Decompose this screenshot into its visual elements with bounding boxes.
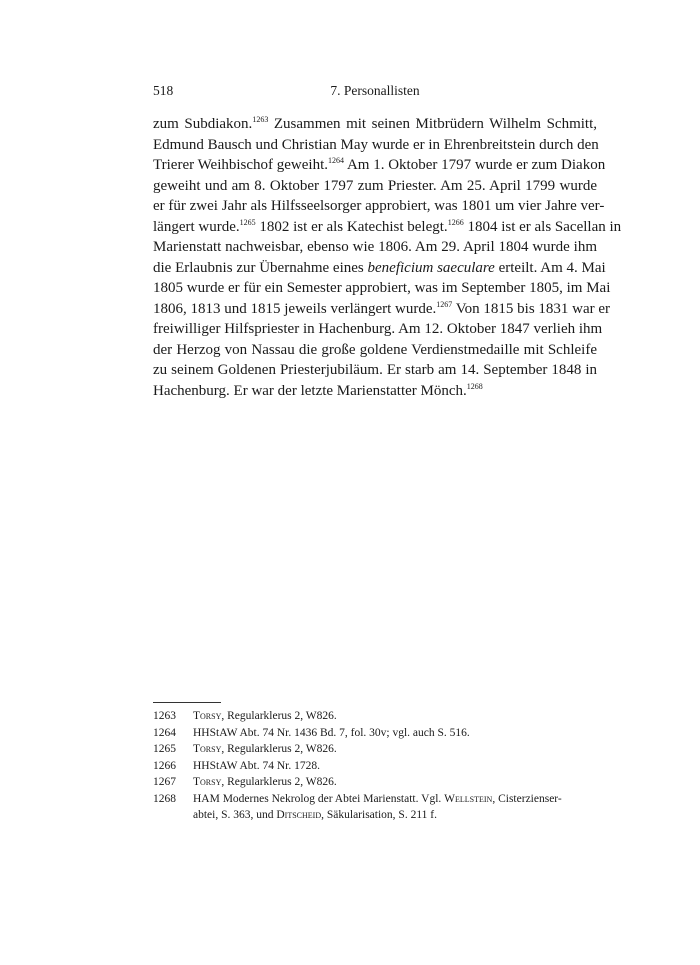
footnote — [153, 708, 597, 725]
footnote-text: , Cisterzienser- — [492, 792, 562, 805]
footnote-text: HHStAW Abt. 74 Nr. 1436 Bd. 7, fol. 30v; vgl. auch S. 516. — [193, 726, 470, 739]
author-name: Torsy — [193, 710, 222, 722]
footnote-text: , Regularklerus 2, W826. — [221, 743, 337, 755]
italic-term: beneficium saeculare — [367, 259, 495, 276]
footnote — [153, 774, 597, 791]
text-run: 1804 ist er als Sacellan in — [463, 218, 622, 235]
text-line: er für zwei Jahr als Hilfsseelsorger approbiert, was 1801 um vier Jahre ver- — [153, 198, 605, 214]
page-number: 518 — [153, 83, 174, 98]
footnotes — [153, 708, 597, 824]
text-line — [153, 217, 622, 238]
text-run: längert wurde. — [153, 218, 240, 235]
text-run: zum Subdiakon. — [153, 116, 253, 132]
footnote-text: , Regularklerus 2, W826. — [221, 710, 337, 722]
footnote — [153, 758, 597, 775]
author-name: Ditscheid — [276, 809, 322, 821]
footnote — [153, 741, 597, 758]
text-run: 1806, 1813 und 1815 jeweils verlängert wurde. — [153, 300, 437, 317]
text-line — [153, 114, 597, 135]
footnote-ref-1267[interactable]: 1267 — [436, 299, 453, 309]
footnote-number: 1268 — [153, 792, 176, 805]
footnote-text: abtei, S. 363, und — [193, 809, 277, 821]
running-title: 7. Personallisten — [330, 83, 420, 98]
text-line: Marienstatt nachweisbar, ebenso wie 1806. Am 29. April 1804 wurde ihm — [153, 239, 597, 255]
footnote-divider — [153, 702, 221, 703]
footnote-text: HAM Modernes Nekrolog der Abtei Marienstatt. Vgl. — [193, 792, 445, 805]
footnote-text: , Säkularisation, S. 211 f. — [321, 809, 437, 821]
text-run: Trierer Weihbischof geweiht. — [153, 157, 329, 173]
text-line: geweiht und am 8. Oktober 1797 zum Priester. Am 25. April 1799 wurde — [153, 177, 597, 194]
main-text — [153, 114, 622, 401]
text-line: Edmund Bausch und Christian May wurde er in Ehrenbreitstein durch den — [153, 136, 599, 153]
footnote-ref-1268[interactable]: 1268 — [466, 381, 483, 391]
text-run: Am 1. Oktober 1797 wurde er zum Diakon — [344, 157, 606, 173]
footnote-ref-1266[interactable]: 1266 — [447, 217, 464, 227]
footnote-number: 1266 — [153, 759, 176, 772]
footnote-number: 1265 — [153, 743, 176, 755]
paragraph — [153, 114, 622, 401]
footnote-ref-1265[interactable]: 1265 — [239, 217, 256, 227]
text-run: erteilt. Am 4. Mai — [494, 259, 606, 276]
page-header — [153, 83, 597, 105]
footnote — [153, 791, 597, 824]
footnote-number: 1263 — [153, 710, 176, 722]
footnote-text: , Regularklerus 2, W826. — [221, 776, 337, 788]
text-run: Hachenburg. Er war der letzte Marienstatter Mönch. — [153, 382, 467, 399]
text-line — [153, 155, 606, 176]
author-name: Torsy — [193, 776, 222, 788]
text-run: 1802 ist er als Katechist belegt. — [255, 218, 448, 235]
text-line: freiwilliger Hilfspriester in Hachenburg. Am 12. Oktober 1847 verlieh ihm — [153, 321, 603, 337]
text-line — [153, 381, 597, 402]
text-line: zu seinem Goldenen Priesterjubiläum. Er starb am 14. September 1848 in — [153, 362, 597, 378]
footnote — [153, 725, 597, 742]
text-line — [153, 299, 611, 320]
footnote-ref-1264[interactable]: 1264 — [328, 156, 345, 165]
text-line — [153, 258, 606, 279]
footnote-ref-1263[interactable]: 1263 — [252, 115, 269, 124]
footnote-number: 1267 — [153, 776, 176, 788]
text-line: 1805 wurde er für ein Semester approbiert, was im September 1805, im Mai — [153, 280, 611, 296]
footnote-text: HHStAW Abt. 74 Nr. 1728. — [193, 759, 320, 772]
author-name: Wellstein — [444, 792, 493, 805]
text-line: der Herzog von Nassau die große goldene Verdienstmedaille mit Schleife — [153, 341, 597, 358]
text-run: die Erlaubnis zur Übernahme eines — [153, 259, 368, 276]
footnote-number: 1264 — [153, 726, 176, 739]
text-run: Zusammen mit seinen Mitbrüdern Wilhelm Schmitt, — [268, 116, 598, 132]
author-name: Torsy — [193, 743, 222, 755]
text-run: Von 1815 bis 1831 war er — [452, 300, 611, 317]
